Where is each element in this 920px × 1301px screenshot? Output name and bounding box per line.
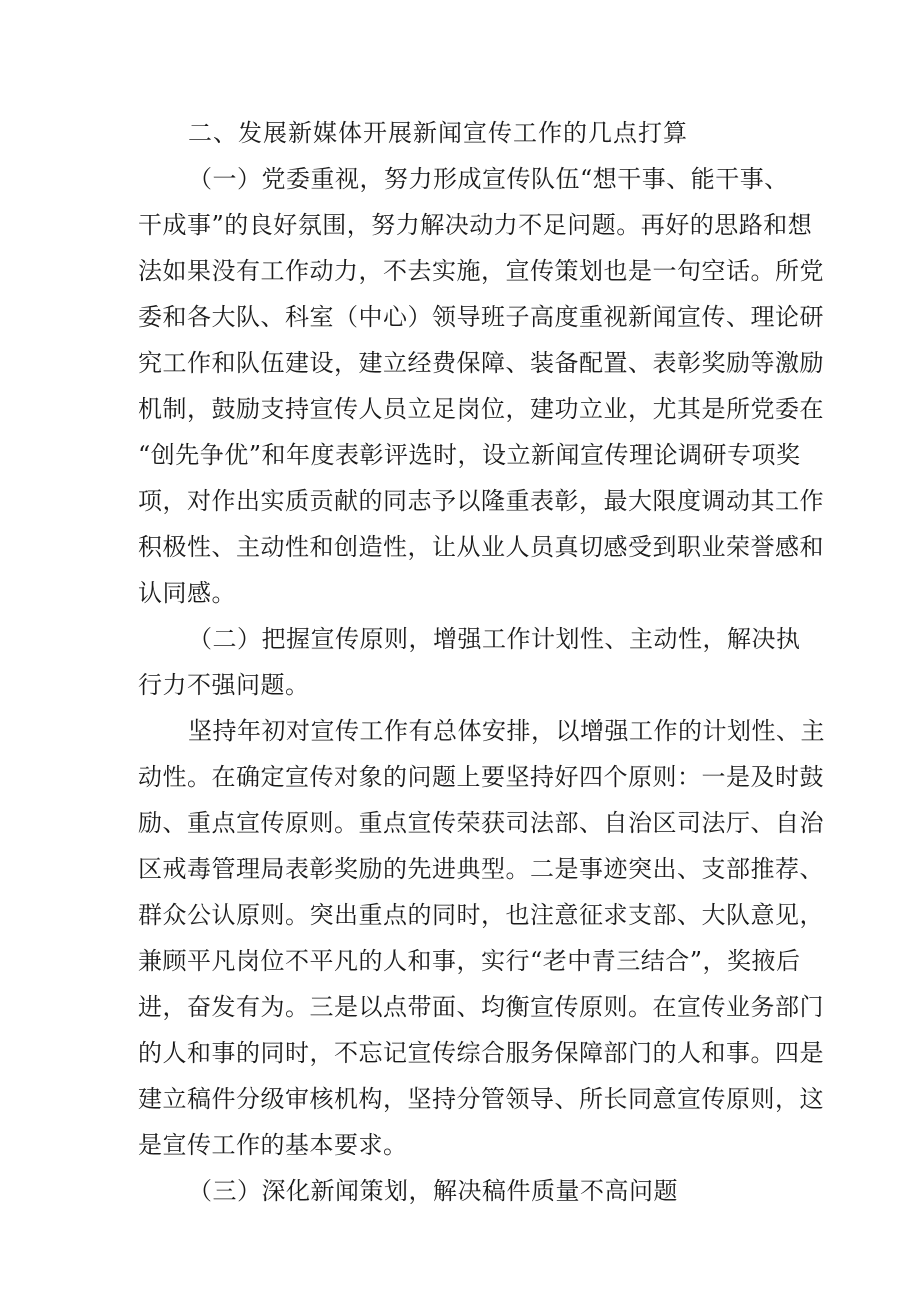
text-line: 项，对作出实质贡献的同志予以隆重表彰，最大限度调动其工作 [138, 487, 824, 515]
text-line: 坚持年初对宣传工作有总体安排，以增强工作的计划性、主 [188, 717, 825, 745]
text-line: 是宣传工作的基本要求。 [138, 1131, 408, 1159]
text-line: 行力不强问题。 [138, 671, 310, 699]
text-line: 委和各大队、科室（中心）领导班子高度重视新闻宣传、理论研 [138, 303, 824, 331]
text-line: 法如果没有工作动力，不去实施，宣传策划也是一句空话。所党 [138, 257, 824, 285]
text-line: 进，奋发有为。三是以点带面、均衡宣传原则。在宣传业务部门 [138, 993, 824, 1021]
text-line: 励、重点宣传原则。重点宣传荣获司法部、自治区司法厅、自治 [138, 809, 824, 837]
text-line: 区戒毒管理局表彰奖励的先进典型。二是事迹突出、支部推荐、 [138, 855, 824, 883]
text-line: 干成事”的良好氛围，努力解决动力不足问题。再好的思路和想 [138, 211, 813, 239]
text-line: 机制，鼓励支持宣传人员立足岗位，建功立业，尤其是所党委在 [138, 395, 824, 423]
text-line: 的人和事的同时，不忘记宣传综合服务保障部门的人和事。四是 [138, 1039, 824, 1067]
text-line: “创先争优”和年度表彰评选时，设立新闻宣传理论调研专项奖 [138, 441, 801, 469]
text-line: （三）深化新闻策划，解决稿件质量不高问题 [188, 1177, 678, 1205]
text-line: 群众公认原则。突出重点的同时，也注意征求支部、大队意见， [138, 901, 824, 929]
text-line: 积极性、主动性和创造性，让从业人员真切感受到职业荣誉感和 [138, 533, 824, 561]
text-line: （一）党委重视，努力形成宣传队伍“想干事、能干事、 [188, 165, 789, 193]
text-line: 究工作和队伍建设，建立经费保障、装备配置、表彰奖励等激励 [138, 349, 824, 377]
text-line: 兼顾平凡岗位不平凡的人和事，实行“老中青三结合”，奖掖后 [138, 947, 801, 975]
text-line: 动性。在确定宣传对象的问题上要坚持好四个原则：一是及时鼓 [138, 763, 824, 791]
text-line: （二）把握宣传原则，增强工作计划性、主动性，解决执 [188, 625, 801, 653]
text-line: 建立稿件分级审核机构，坚持分管领导、所长同意宣传原则，这 [138, 1085, 824, 1113]
section-heading: 二、发展新媒体开展新闻宣传工作的几点打算 [188, 119, 688, 147]
text-line: 认同感。 [138, 579, 236, 607]
